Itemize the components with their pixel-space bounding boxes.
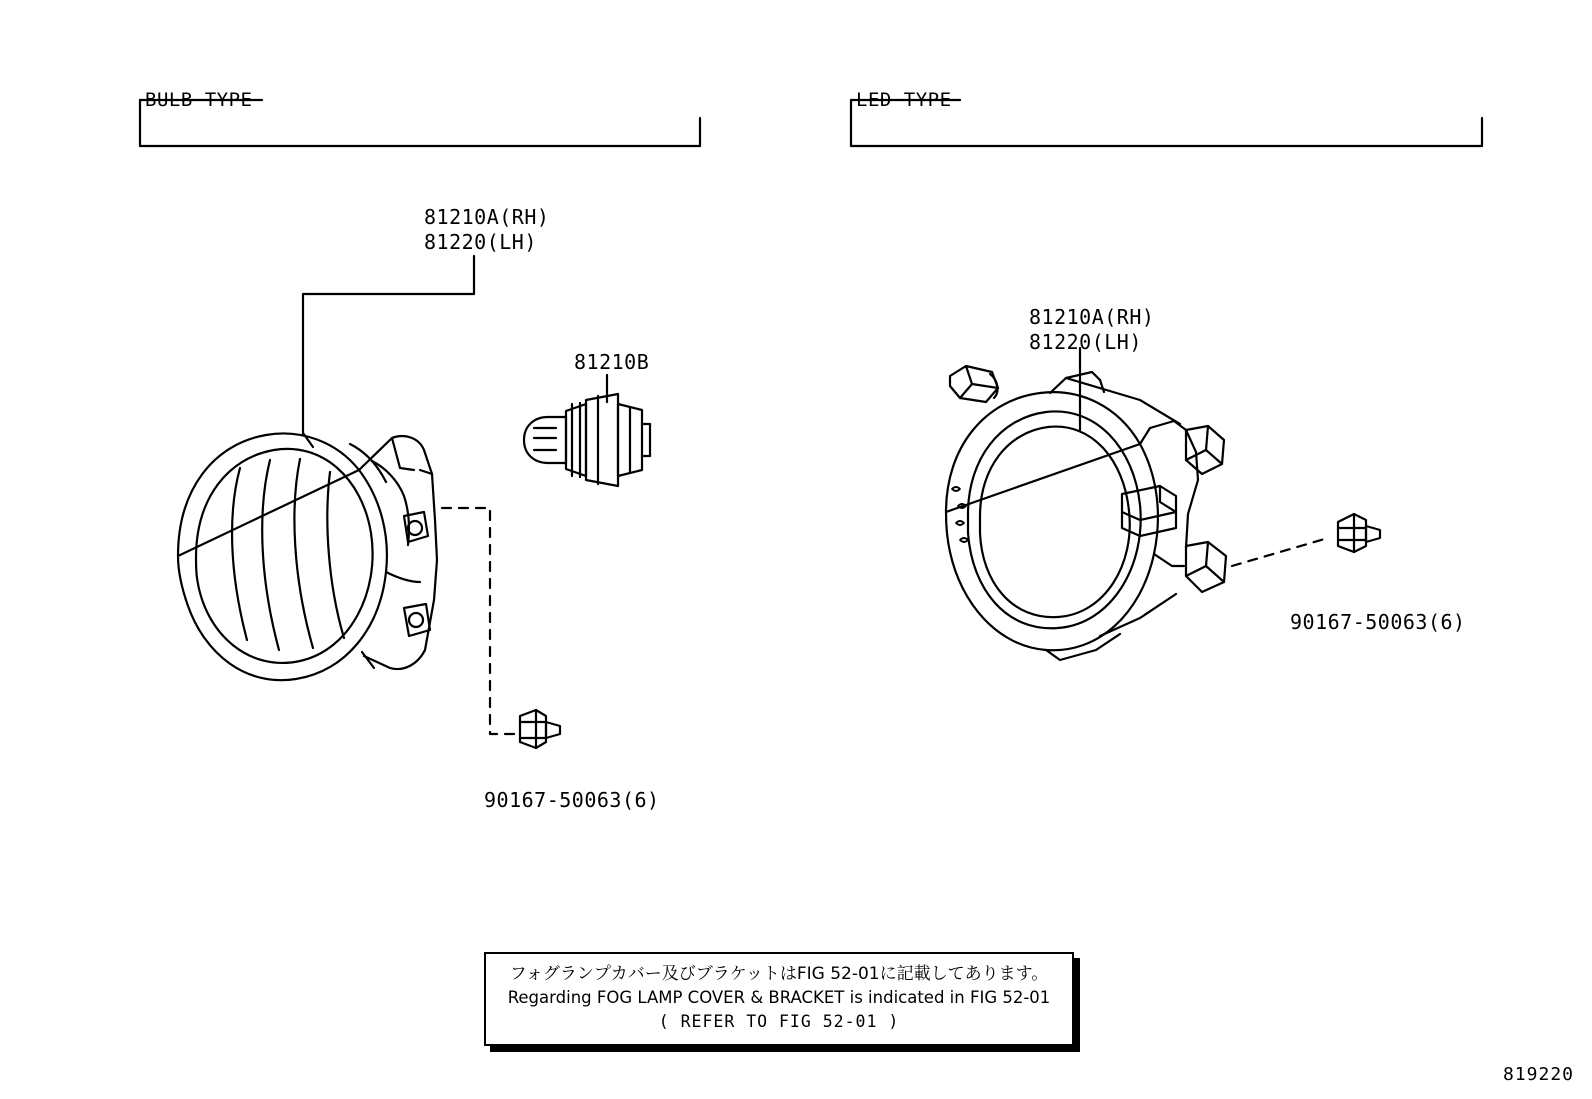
part-bolt-led xyxy=(1338,514,1380,552)
note-text-english: Regarding FOG LAMP COVER & BRACKET is indicated in FIG 52-01 xyxy=(507,988,1051,1007)
leader-led-bolt xyxy=(1232,538,1328,566)
callout-bulb-bolt: 90167-50063(6) xyxy=(484,788,660,812)
group-title-led-type: LED TYPE xyxy=(856,89,952,111)
part-fog-lamp-bulb xyxy=(178,433,437,680)
leader-bulb-lamp xyxy=(303,256,474,447)
part-bolt-bulb xyxy=(520,710,560,748)
callout-bulb-bulb: 81210B xyxy=(574,350,650,374)
leader-bulb-bolt xyxy=(442,508,514,734)
callout-bulb-lamp-rh: 81210A(RH) xyxy=(424,205,550,229)
note-text-reference: ( REFER TO FIG 52-01 ) xyxy=(658,1012,900,1031)
group-title-bulb-type: BULB TYPE xyxy=(145,89,253,111)
part-bulb xyxy=(524,394,650,486)
callout-bulb-lamp-lh: 81220(LH) xyxy=(424,230,537,254)
note-text-japanese: フォグランプカバー及びブラケットはFIG 52-01に記載してあります。 xyxy=(509,964,1049,984)
note-box xyxy=(484,952,1074,1046)
figure-code: 819220 xyxy=(1502,1064,1574,1085)
callout-led-bolt: 90167-50063(6) xyxy=(1290,610,1466,634)
part-fog-lamp-led xyxy=(946,366,1226,660)
callout-led-lamp-rh: 81210A(RH) xyxy=(1029,305,1155,329)
callout-led-lamp-lh: 81220(LH) xyxy=(1029,330,1142,354)
